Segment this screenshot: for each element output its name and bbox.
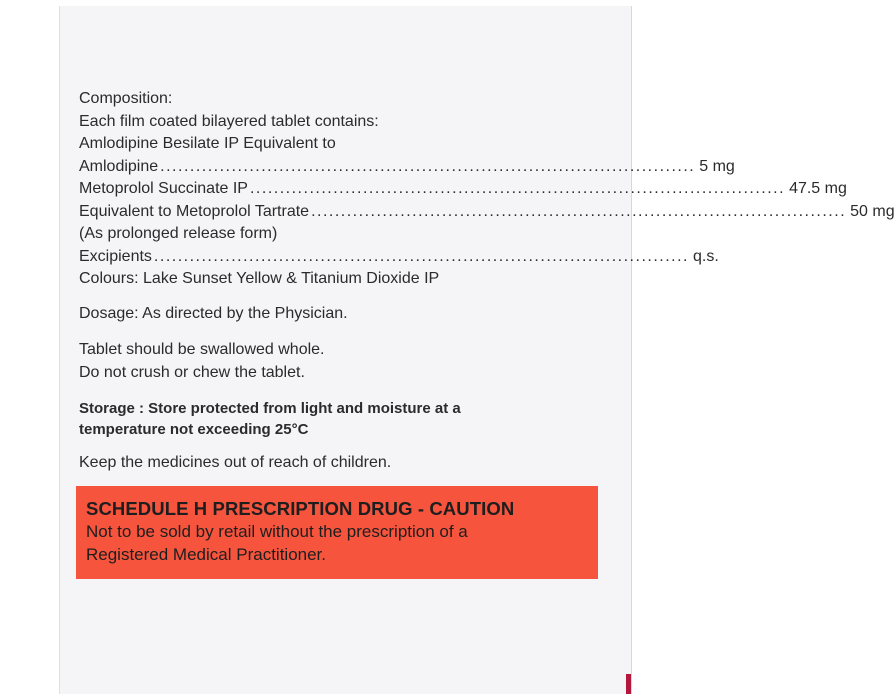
warning-title: SCHEDULE H PRESCRIPTION DRUG - CAUTION bbox=[86, 498, 515, 519]
amlodipine-intro: Amlodipine Besilate IP Equivalent to bbox=[79, 135, 336, 152]
schedule-h-warning-box bbox=[76, 486, 598, 579]
warning-line-1: Not to be sold by retail without the prescription of a bbox=[86, 522, 468, 541]
ingredient-row-amlodipine bbox=[79, 156, 735, 179]
package-panel bbox=[59, 6, 895, 694]
ingredient-label: Metoprolol Succinate IP bbox=[79, 180, 248, 197]
ingredient-amount: 50 mg bbox=[850, 202, 895, 220]
ingredient-amount: 47.5 mg bbox=[789, 180, 847, 197]
release-note: (As prolonged release form) bbox=[79, 225, 278, 242]
dot-leader: .......................................................................................... bbox=[249, 180, 786, 197]
ingredient-amount: 5 mg bbox=[699, 157, 735, 175]
storage-line-1: Storage : Store protected from light and moisture at a bbox=[79, 400, 461, 417]
storage-line-2: temperature not exceeding 25°C bbox=[79, 421, 309, 438]
children-warning: Keep the medicines out of reach of children. bbox=[79, 454, 392, 471]
dot-leader: .......................................................................................... bbox=[311, 202, 847, 220]
swallow-line-2: Do not crush or chew the tablet. bbox=[79, 363, 305, 381]
dosage-line: Dosage: As directed by the Physician. bbox=[79, 304, 348, 322]
label-text bbox=[79, 88, 895, 475]
composition-heading: Composition: bbox=[79, 90, 173, 107]
excipients-amount: q.s. bbox=[693, 247, 719, 265]
package-edge-accent bbox=[626, 674, 631, 694]
ingredient-label: Amlodipine bbox=[79, 157, 159, 175]
colours-line: Colours: Lake Sunset Yellow & Titanium Dioxide IP bbox=[79, 270, 440, 287]
dot-leader: .......................................................................................... bbox=[153, 247, 689, 265]
excipients-row bbox=[79, 246, 719, 269]
swallow-line-1: Tablet should be swallowed whole. bbox=[79, 341, 325, 358]
composition-intro: Each film coated bilayered tablet contains: bbox=[79, 112, 379, 130]
ingredient-row-metoprolol-succinate bbox=[79, 178, 847, 201]
warning-line-2: Registered Medical Practitioner. bbox=[86, 545, 327, 564]
excipients-label: Excipients bbox=[79, 247, 152, 265]
ingredient-label: Equivalent to Metoprolol Tartrate bbox=[79, 202, 310, 220]
ingredient-row-metoprolol-tartrate bbox=[79, 201, 895, 224]
dot-leader: .......................................................................................... bbox=[160, 157, 696, 175]
